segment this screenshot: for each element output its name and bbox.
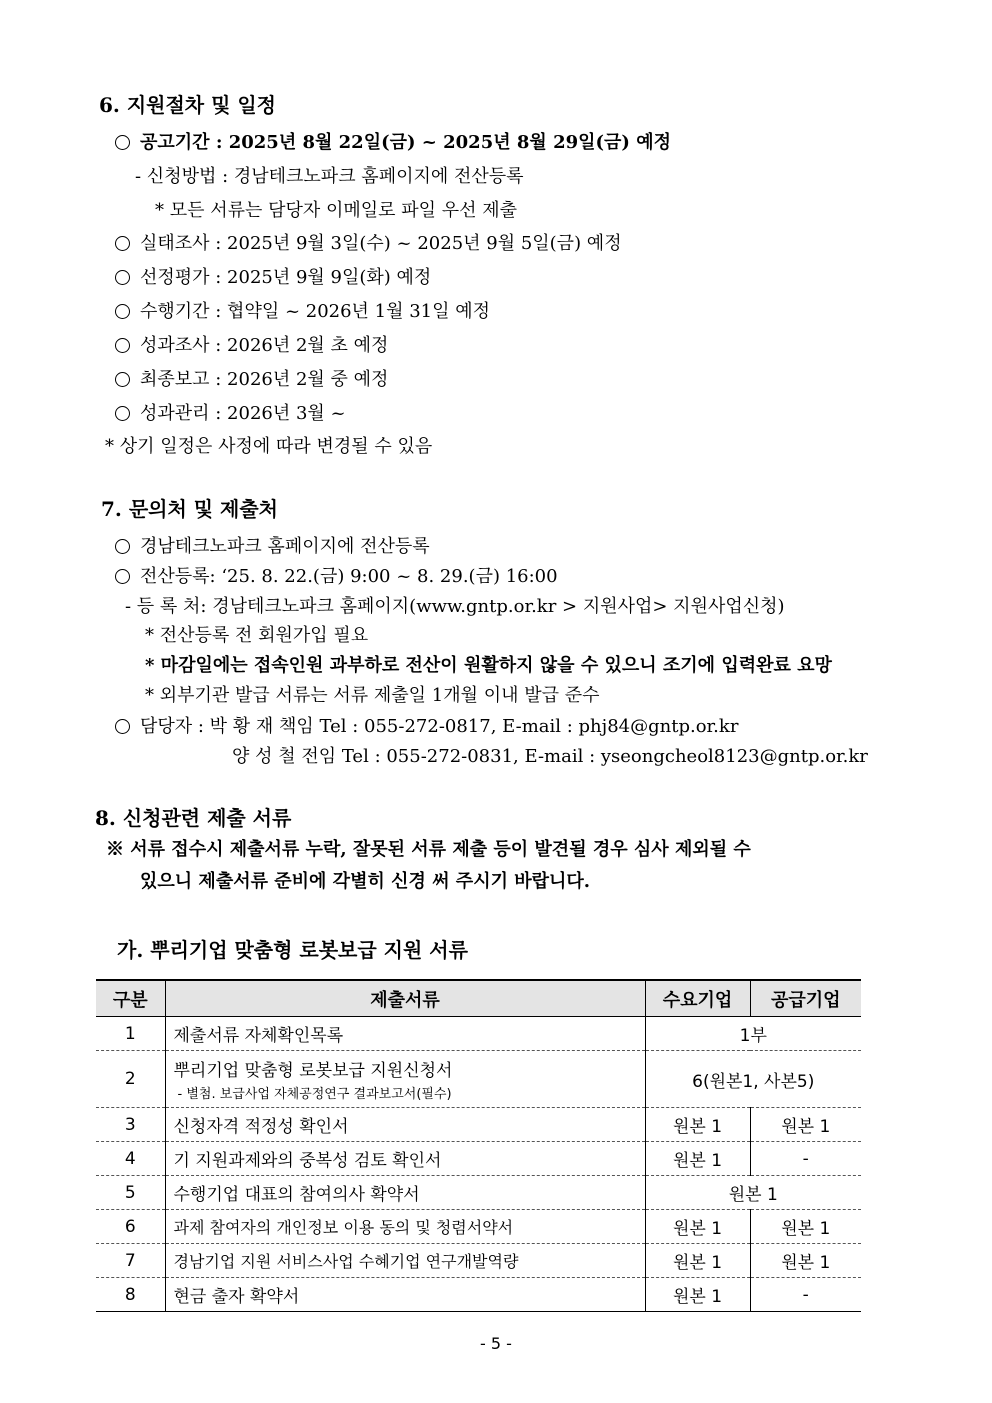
schedule-item: 최종보고 : 2026년 2월 중 예정 (115, 369, 388, 391)
circle-bullet-icon (115, 372, 130, 387)
row-document-title: 뿌리기업 맞춤형 로봇보급 지원신청서 (173, 1061, 453, 1081)
row-number: 6 (96, 1210, 165, 1244)
row-document: 기 지원과제와의 중복성 검토 확인서 (165, 1142, 645, 1176)
contact-person: 양 성 철 전임 Tel : 055-272-0831, E-mail : yseongcheol8123@gntp.or.kr (232, 746, 868, 767)
contact-note: * 외부기관 발급 서류는 서류 제출일 1개월 이내 발급 준수 (145, 685, 600, 706)
header-demand: 수요기업 (645, 980, 750, 1017)
schedule-item: 성과조사 : 2026년 2월 초 예정 (115, 335, 388, 357)
schedule-footnote: * 상기 일정은 사정에 따라 변경될 수 있음 (105, 436, 433, 457)
row-document: 제출서류 자체확인목록 (165, 1017, 645, 1051)
row-document: 수행기업 대표의 참여의사 확약서 (165, 1176, 645, 1210)
circle-bullet-icon (115, 539, 130, 554)
row-demand: 원본 1 (645, 1244, 750, 1278)
contact-note-bold: * 마감일에는 접속인원 과부하로 전산이 원활하지 않을 수 있으니 조기에 입력완료 요망 (145, 655, 832, 676)
row-merged-count: 원본 1 (645, 1176, 861, 1210)
row-number: 1 (96, 1017, 165, 1051)
notice-line: ※ 서류 접수시 제출서류 누락, 잘못된 서류 제출 등이 발견될 경우 심사 제외될 수 (106, 839, 751, 860)
circle-bullet-icon (115, 406, 130, 421)
table-row (96, 1244, 861, 1278)
row-supply: 원본 1 (750, 1210, 861, 1244)
circle-bullet-icon (115, 236, 130, 251)
row-number: 3 (96, 1108, 165, 1142)
section8-title: 8. 신청관련 제출 서류 (95, 806, 292, 830)
circle-bullet-icon (115, 270, 130, 285)
circle-bullet-icon (115, 338, 130, 353)
contact-person: 담당자 : 박 황 재 책임 Tel : 055-272-0817, E-mail : phj84@gntp.or.kr (115, 716, 738, 738)
row-demand: 원본 1 (645, 1278, 750, 1312)
row-number: 5 (96, 1176, 165, 1210)
header-supply: 공급기업 (750, 980, 861, 1017)
table-row (96, 1176, 861, 1210)
row-document (165, 1051, 645, 1108)
row-number: 2 (96, 1051, 165, 1108)
row-supply: 원본 1 (750, 1244, 861, 1278)
table-subtitle: 가. 뿌리기업 맞춤형 로봇보급 지원 서류 (117, 938, 468, 962)
row-supply: 원본 1 (750, 1108, 861, 1142)
header-documents: 제출서류 (165, 980, 645, 1017)
row-document: 신청자격 적정성 확인서 (165, 1108, 645, 1142)
row-number: 8 (96, 1278, 165, 1312)
header-category: 구분 (96, 980, 165, 1017)
row-supply: - (750, 1142, 861, 1176)
table-row (96, 1278, 861, 1312)
schedule-item: 공고기간 : 2025년 8월 22일(금) ~ 2025년 8월 29일(금) 예정 (115, 132, 671, 154)
row-document: 경남기업 지원 서비스사업 수혜기업 연구개발역량 (165, 1244, 645, 1278)
contact-item: 전산등록: ‘25. 8. 22.(금) 9:00 ~ 8. 29.(금) 16:00 (115, 566, 558, 588)
schedule-item: 선정평가 : 2025년 9월 9일(화) 예정 (115, 267, 431, 289)
row-number: 7 (96, 1244, 165, 1278)
row-demand: 원본 1 (645, 1210, 750, 1244)
table-row (96, 1051, 861, 1108)
schedule-item: 수행기간 : 협약일 ~ 2026년 1월 31일 예정 (115, 301, 490, 323)
schedule-item: 실태조사 : 2025년 9월 3일(수) ~ 2025년 9월 5일(금) 예정 (115, 233, 622, 255)
circle-bullet-icon (115, 135, 130, 150)
notice-line: 있으니 제출서류 준비에 각별히 신경 써 주시기 바랍니다. (140, 871, 591, 892)
section6-title: 6. 지원절차 및 일정 (99, 93, 277, 117)
row-document: 현금 출자 확약서 (165, 1278, 645, 1312)
schedule-item: 성과관리 : 2026년 3월 ~ (115, 403, 346, 425)
circle-bullet-icon (115, 304, 130, 319)
schedule-note: * 모든 서류는 담당자 이메일로 파일 우선 제출 (155, 200, 518, 221)
contact-note: * 전산등록 전 회원가입 필요 (145, 625, 369, 646)
schedule-subitem: - 신청방법 : 경남테크노파크 홈페이지에 전산등록 (135, 166, 524, 187)
circle-bullet-icon (115, 569, 130, 584)
table-row (96, 1142, 861, 1176)
documents-table (96, 979, 861, 1312)
row-number: 4 (96, 1142, 165, 1176)
row-merged-count: 6(원본1, 사본5) (645, 1051, 861, 1108)
row-document: 과제 참여자의 개인정보 이용 동의 및 청렴서약서 (165, 1210, 645, 1244)
row-document-sub: - 별첨. 보급사업 자체공정연구 결과보고서(필수) (177, 1087, 452, 1102)
row-supply: - (750, 1278, 861, 1312)
row-merged-count: 1부 (645, 1017, 861, 1051)
contact-subitem: - 등 록 처: 경남테크노파크 홈페이지(www.gntp.or.kr > 지원사업> 지원사업신청) (125, 596, 785, 617)
page-number: - 5 - (480, 1334, 512, 1353)
circle-bullet-icon (115, 719, 130, 734)
table-header-row (96, 980, 861, 1017)
row-demand: 원본 1 (645, 1108, 750, 1142)
table-row (96, 1108, 861, 1142)
section7-title: 7. 문의처 및 제출처 (101, 497, 279, 521)
table-row (96, 1017, 861, 1051)
table-row (96, 1210, 861, 1244)
contact-item: 경남테크노파크 홈페이지에 전산등록 (115, 536, 430, 558)
row-demand: 원본 1 (645, 1142, 750, 1176)
